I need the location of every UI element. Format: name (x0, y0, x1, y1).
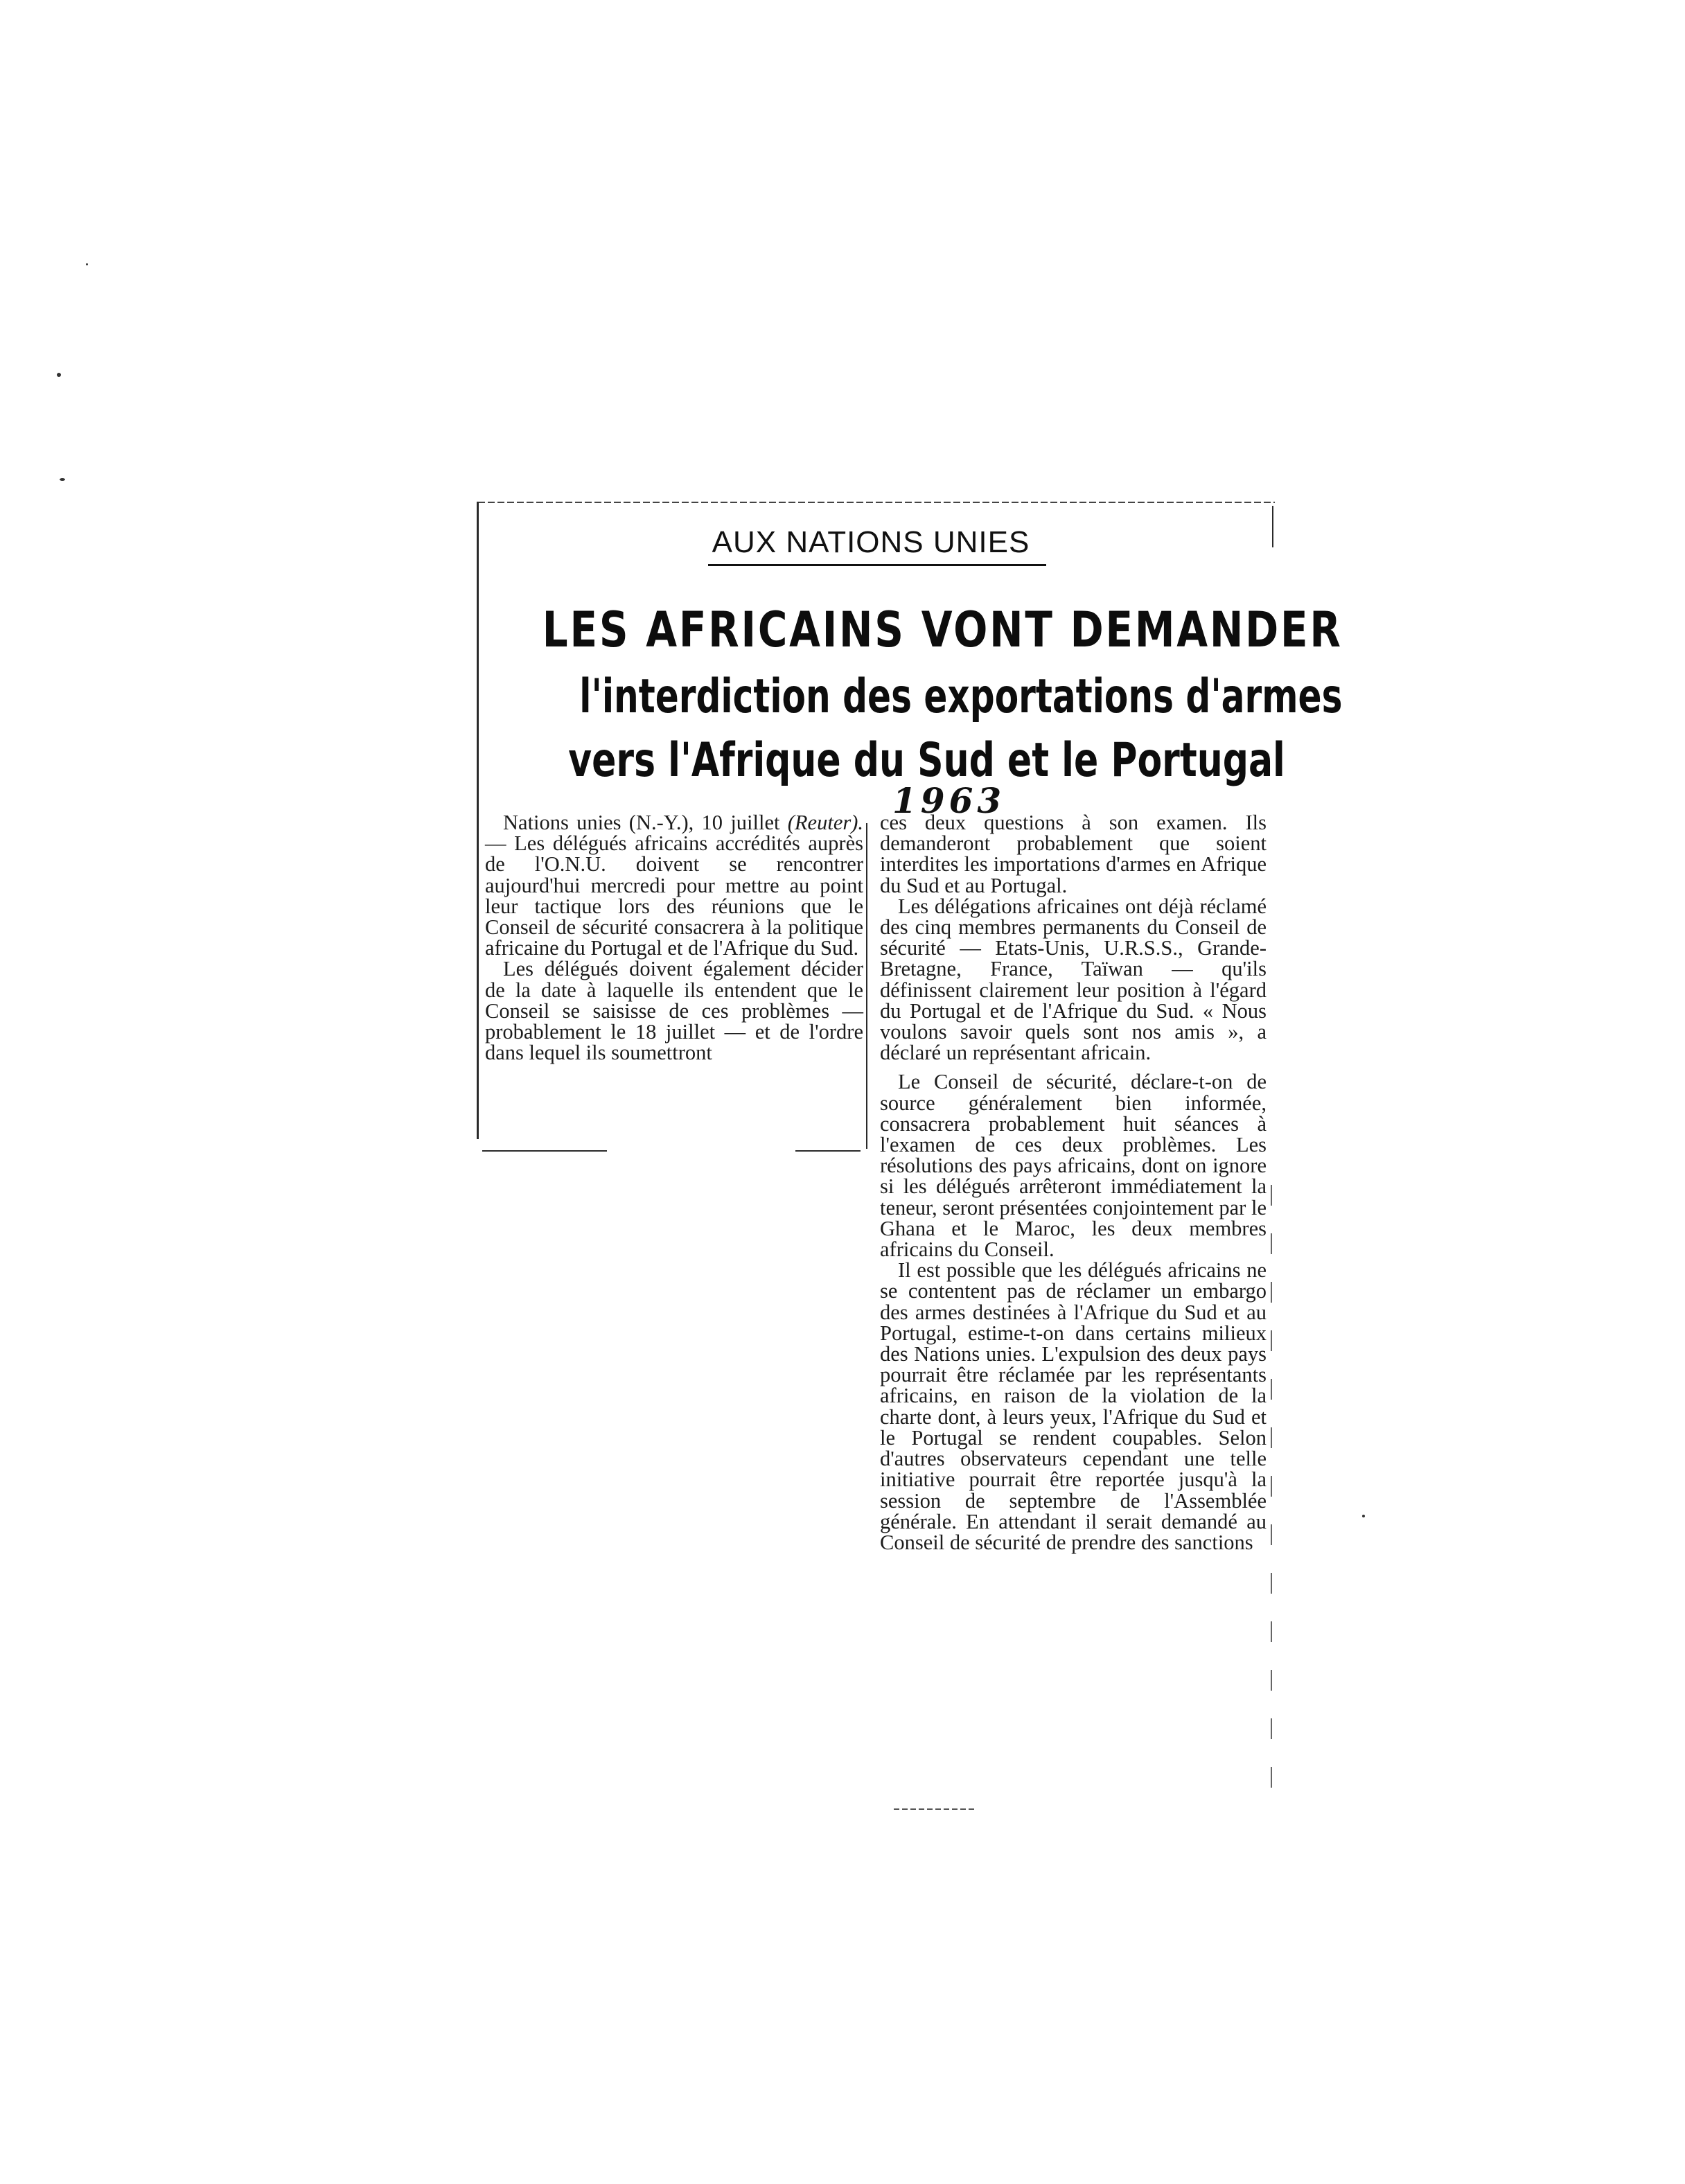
bottom-rule-column2 (894, 1808, 977, 1810)
section-rubric: AUX NATIONS UNIES (712, 525, 1030, 559)
scan-speck (86, 263, 88, 265)
left-border-rule (477, 502, 479, 1139)
headline-line-3: vers l'Afrique du Sud et le Portugal (568, 733, 1285, 788)
headline-line-2: l'interdiction des exportations d'armes (579, 669, 1343, 724)
dateline-agency: (Reuter). (787, 811, 864, 834)
right-edge-rule (1271, 1185, 1272, 1808)
article-paragraph: Les délégations africaines ont déjà réclamé des cinq membres permanents du Conseil de sécurité — Etats-Unis, U.R.S.S., Grande-Bretagne, France, Taïwan — qu'ils définissent clairement leur position à l'égard du Portugal et de l'Afrique du Sud. « Nous voulons savoir quels sont nos amis », a déclaré un représentant africain. (880, 894, 1267, 1065)
article-paragraph: Il est possible que les délégués africains ne se contentent pas de réclamer un embargo des armes destinées à l'Afrique du Sud et au Portugal, estime-t-on dans certains milieux des Nations unies. L'expulsion des deux pays pourrait être réclamée par les représentants africains, en raison de la violation de la charte dont, à leurs yeux, l'Afrique du Sud et le Portugal se rendent coupables. Selon d'autres observateurs cependant une telle initiative pourrait être reportée jusqu'à la session de septembre de l'Assemblée générale. En attendant il serait demandé au Conseil de sécurité de prendre des sanctions (880, 1258, 1267, 1554)
bottom-rule-left (482, 1150, 607, 1152)
article-paragraph: Les délégués doivent également décider de la date à laquelle ils entendent que le Conseil se saisisse de ces problèmes — probablement le 18 juillet — et de l'ordre dans lequel ils soumettront (485, 957, 863, 1065)
rubric-underline (708, 564, 1046, 566)
headline-line-1: LES AFRICAINS VONT DEMANDER (542, 601, 1343, 658)
bottom-rule-mid (795, 1150, 861, 1152)
top-border-rule (478, 502, 1275, 503)
article-paragraph (485, 812, 863, 958)
dateline-place: Nations unies (N.-Y.), 10 juillet (503, 811, 780, 834)
paragraph-text: — Les délégués africains accrédités auprès de l'O.N.U. doivent se rencontrer aujourd'hui mercredi pour mettre au point leur tactique lors des réunions que le Conseil de sécurité consacrera à la politique africaine du Portugal et de l'Afrique du Sud. (485, 831, 863, 960)
scan-speck (1362, 1515, 1365, 1517)
article-column-1 (485, 812, 863, 1063)
article-paragraph: Le Conseil de sécurité, déclare-t-on de source généralement bien informée, consacrera probablement huit séances à l'examen de ces deux problèmes. Les résolutions des pays africains, dont on ignore si les délégués arrêteront immédiatement la teneur, seront présentées conjointement par le Ghana et le Maroc, les deux membres africains du Conseil. (880, 1070, 1267, 1262)
article-column-2 (880, 812, 1267, 1553)
scan-speck (60, 478, 65, 481)
right-border-rule (1272, 506, 1273, 547)
scan-speck (57, 373, 61, 377)
article-paragraph: ces deux questions à son examen. Ils demanderont probablement que soient interdites les importations d'armes en Afrique du Sud et au Portugal. (880, 811, 1267, 897)
column-divider (866, 823, 867, 1149)
handwritten-year-annotation: 1963 (892, 780, 1006, 821)
